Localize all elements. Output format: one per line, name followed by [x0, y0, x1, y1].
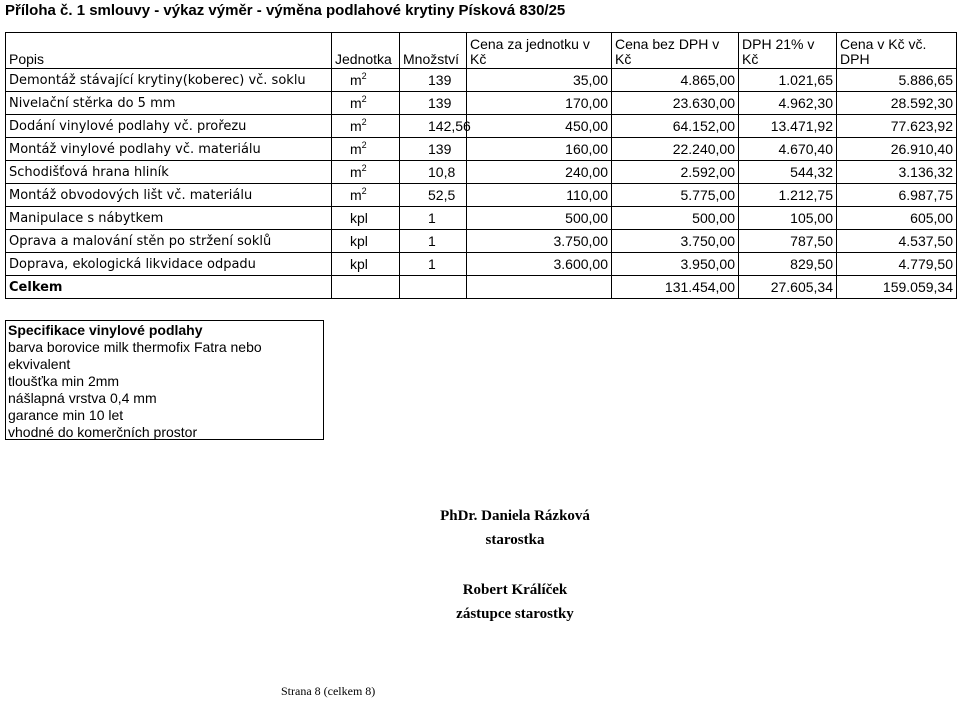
item-price-ex-vat: 3.750,00	[612, 230, 739, 253]
item-unit-price: 110,00	[467, 184, 612, 207]
item-vat: 105,00	[739, 207, 837, 230]
unit-superscript: 2	[361, 117, 367, 127]
unit-text: m	[350, 187, 362, 203]
item-vat: 787,50	[739, 230, 837, 253]
table-row	[6, 115, 957, 138]
spec-line: nášlapná vrstva 0,4 mm	[8, 390, 157, 406]
table-row	[6, 207, 957, 230]
unit-text: m	[350, 95, 362, 111]
item-quantity: 139	[400, 138, 467, 161]
spec-line: tloušťka min 2mm	[8, 373, 120, 389]
item-quantity: 10,8	[400, 161, 467, 184]
item-price-ex-vat: 2.592,00	[612, 161, 739, 184]
item-price-ex-vat: 64.152,00	[612, 115, 739, 138]
item-vat: 829,50	[739, 253, 837, 276]
item-vat: 4.670,40	[739, 138, 837, 161]
item-unit-price: 160,00	[467, 138, 612, 161]
item-unit-price: 35,00	[467, 69, 612, 92]
total-row	[6, 276, 957, 299]
item-unit-price: 3.750,00	[467, 230, 612, 253]
unit-text: m	[350, 72, 362, 88]
item-unit	[332, 207, 400, 230]
item-price-ex-vat: 3.950,00	[612, 253, 739, 276]
item-unit-price: 450,00	[467, 115, 612, 138]
table-row	[6, 138, 957, 161]
unit-superscript: 2	[361, 186, 367, 196]
unit-text: kpl	[350, 233, 368, 249]
item-unit-price: 170,00	[467, 92, 612, 115]
item-vat: 1.021,65	[739, 69, 837, 92]
item-price-inc-vat: 5.886,65	[837, 69, 957, 92]
header-jednotka: Jednotka	[332, 33, 400, 69]
spec-line: garance min 10 let	[8, 407, 124, 423]
item-description: Demontáž stávající krytiny(koberec) vč. soklu	[6, 69, 332, 92]
item-vat: 1.212,75	[739, 184, 837, 207]
item-vat: 13.471,92	[739, 115, 837, 138]
table-row	[6, 230, 957, 253]
total-empty-unit	[332, 276, 400, 299]
item-description: Montáž obvodových lišt vč. materiálu	[6, 184, 332, 207]
item-description: Montáž vinylové podlahy vč. materiálu	[6, 138, 332, 161]
item-price-ex-vat: 5.775,00	[612, 184, 739, 207]
unit-text: m	[350, 164, 362, 180]
total-price-ex-vat: 131.454,00	[612, 276, 739, 299]
item-price-ex-vat: 4.865,00	[612, 69, 739, 92]
item-price-inc-vat: 3.136,32	[837, 161, 957, 184]
item-unit	[332, 161, 400, 184]
item-price-inc-vat: 26.910,40	[837, 138, 957, 161]
header-popis: Popis	[6, 33, 332, 69]
item-unit	[332, 69, 400, 92]
header-dph: DPH 21% v Kč	[739, 33, 837, 69]
table-row	[6, 184, 957, 207]
item-price-inc-vat: 4.537,50	[837, 230, 957, 253]
item-unit	[332, 115, 400, 138]
item-description: Nivelační stěrka do 5 mm	[6, 92, 332, 115]
signatory-name-2: Robert Králíček	[462, 582, 568, 598]
unit-superscript: 2	[361, 163, 367, 173]
total-price-inc-vat: 159.059,34	[837, 276, 957, 299]
item-price-inc-vat: 4.779,50	[837, 253, 957, 276]
item-quantity: 1	[400, 253, 467, 276]
item-unit-price: 500,00	[467, 207, 612, 230]
bill-of-quantities-table	[5, 32, 957, 299]
item-description: Dodání vinylové podlahy vč. prořezu	[6, 115, 332, 138]
item-unit	[332, 184, 400, 207]
item-price-ex-vat: 22.240,00	[612, 138, 739, 161]
table-row	[6, 92, 957, 115]
item-description: Oprava a malování stěn po stržení soklů	[6, 230, 332, 253]
document-title: Příloha č. 1 smlouvy - výkaz výměr - výměna podlahové krytiny Písková 830/25	[5, 2, 566, 19]
item-quantity: 52,5	[400, 184, 467, 207]
item-description: Doprava, ekologická likvidace odpadu	[6, 253, 332, 276]
page-footer: Strana 8 (celkem 8)	[281, 684, 376, 698]
item-vat: 544,32	[739, 161, 837, 184]
signatory-role-1: starostka	[485, 532, 545, 548]
item-price-inc-vat: 6.987,75	[837, 184, 957, 207]
unit-text: kpl	[350, 210, 368, 226]
item-description: Manipulace s nábytkem	[6, 207, 332, 230]
item-unit-price: 3.600,00	[467, 253, 612, 276]
signatory-role-2: zástupce starostky	[456, 606, 574, 622]
total-vat: 27.605,34	[739, 276, 837, 299]
header-cena-za-jednotku: Cena za jednotku v Kč	[467, 33, 612, 69]
item-unit	[332, 138, 400, 161]
item-quantity: 1	[400, 230, 467, 253]
unit-superscript: 2	[361, 94, 367, 104]
table-row	[6, 161, 957, 184]
unit-text: m	[350, 118, 362, 134]
unit-text: m	[350, 141, 362, 157]
item-vat: 4.962,30	[739, 92, 837, 115]
item-unit	[332, 92, 400, 115]
total-empty-qty	[400, 276, 467, 299]
total-label: Celkem	[6, 276, 332, 299]
item-price-ex-vat: 23.630,00	[612, 92, 739, 115]
unit-text: kpl	[350, 256, 368, 272]
header-cena-bez-dph: Cena bez DPH v Kč	[612, 33, 739, 69]
item-price-inc-vat: 28.592,30	[837, 92, 957, 115]
item-quantity: 139	[400, 92, 467, 115]
spec-line: vhodné do komerčních prostor	[8, 424, 198, 440]
header-cena-vc-dph: Cena v Kč vč. DPH	[837, 33, 957, 69]
spec-line: barva borovice milk thermofix Fatra nebo	[8, 339, 262, 355]
table-row	[6, 69, 957, 92]
vinyl-floor-specification	[5, 320, 324, 440]
item-price-inc-vat: 605,00	[837, 207, 957, 230]
spec-heading: Specifikace vinylové podlahy	[8, 322, 203, 338]
table-header-row	[6, 33, 957, 69]
item-quantity: 1	[400, 207, 467, 230]
unit-superscript: 2	[361, 71, 367, 81]
item-quantity: 142,56	[400, 115, 467, 138]
item-price-inc-vat: 77.623,92	[837, 115, 957, 138]
item-unit-price: 240,00	[467, 161, 612, 184]
signatory-name-1: PhDr. Daniela Rázková	[440, 508, 590, 524]
item-price-ex-vat: 500,00	[612, 207, 739, 230]
item-unit	[332, 253, 400, 276]
table-row	[6, 253, 957, 276]
item-unit	[332, 230, 400, 253]
item-description: Schodišťová hrana hliník	[6, 161, 332, 184]
item-quantity: 139	[400, 69, 467, 92]
spec-line: ekvivalent	[8, 356, 71, 372]
unit-superscript: 2	[361, 140, 367, 150]
total-empty-unit-price	[467, 276, 612, 299]
header-mnozstvi: Množství	[400, 33, 467, 69]
